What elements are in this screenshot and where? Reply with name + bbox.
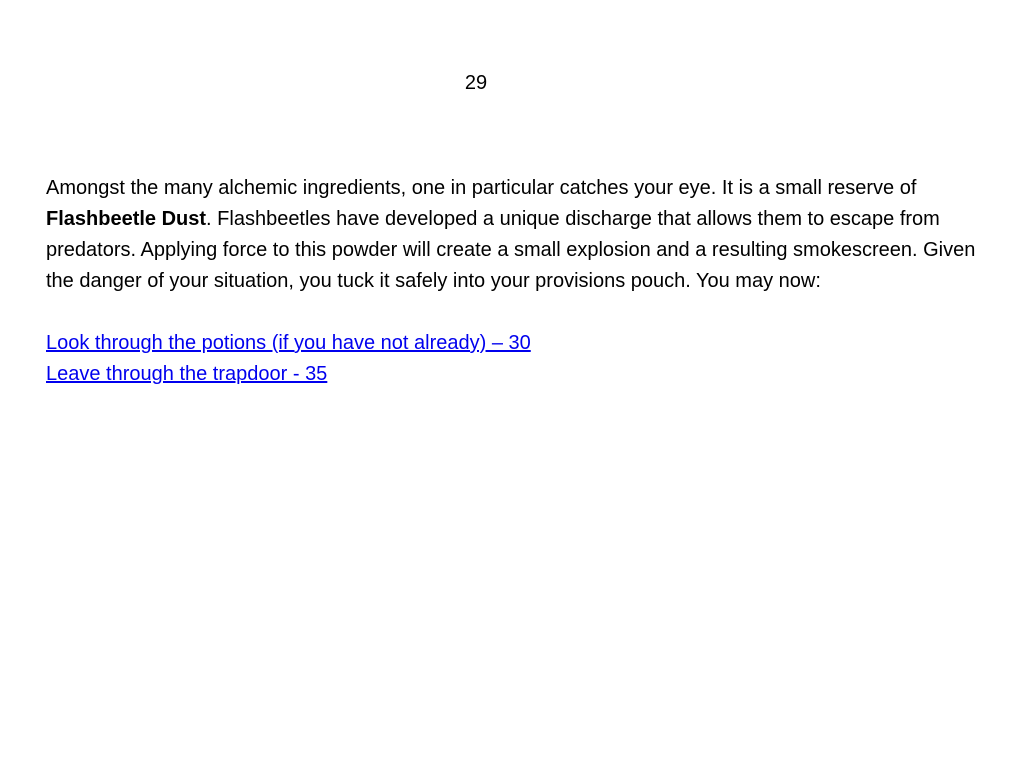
story-paragraph — [46, 173, 986, 297]
choice-list — [46, 328, 986, 390]
story-body — [46, 173, 986, 390]
story-text-before: Amongst the many alchemic ingredients, one in particular catches your eye. It is a small reserve of — [46, 177, 917, 199]
page-number: 29 — [464, 72, 488, 94]
item-name-flashbeetle-dust: Flashbeetle Dust — [46, 208, 207, 230]
choice-link-trapdoor[interactable]: Leave through the trapdoor - 35 — [46, 363, 328, 385]
choice-link-potions[interactable]: Look through the potions (if you have not already) – 30 — [46, 332, 531, 354]
story-text-after: . Flashbeetles have developed a unique discharge that allows them to escape from predators. Applying force to this powder will create a small explosion and a resulting smokescreen. Given the danger of your situation, you tuck it safely into your provisions pouch. You may now: — [46, 208, 976, 292]
